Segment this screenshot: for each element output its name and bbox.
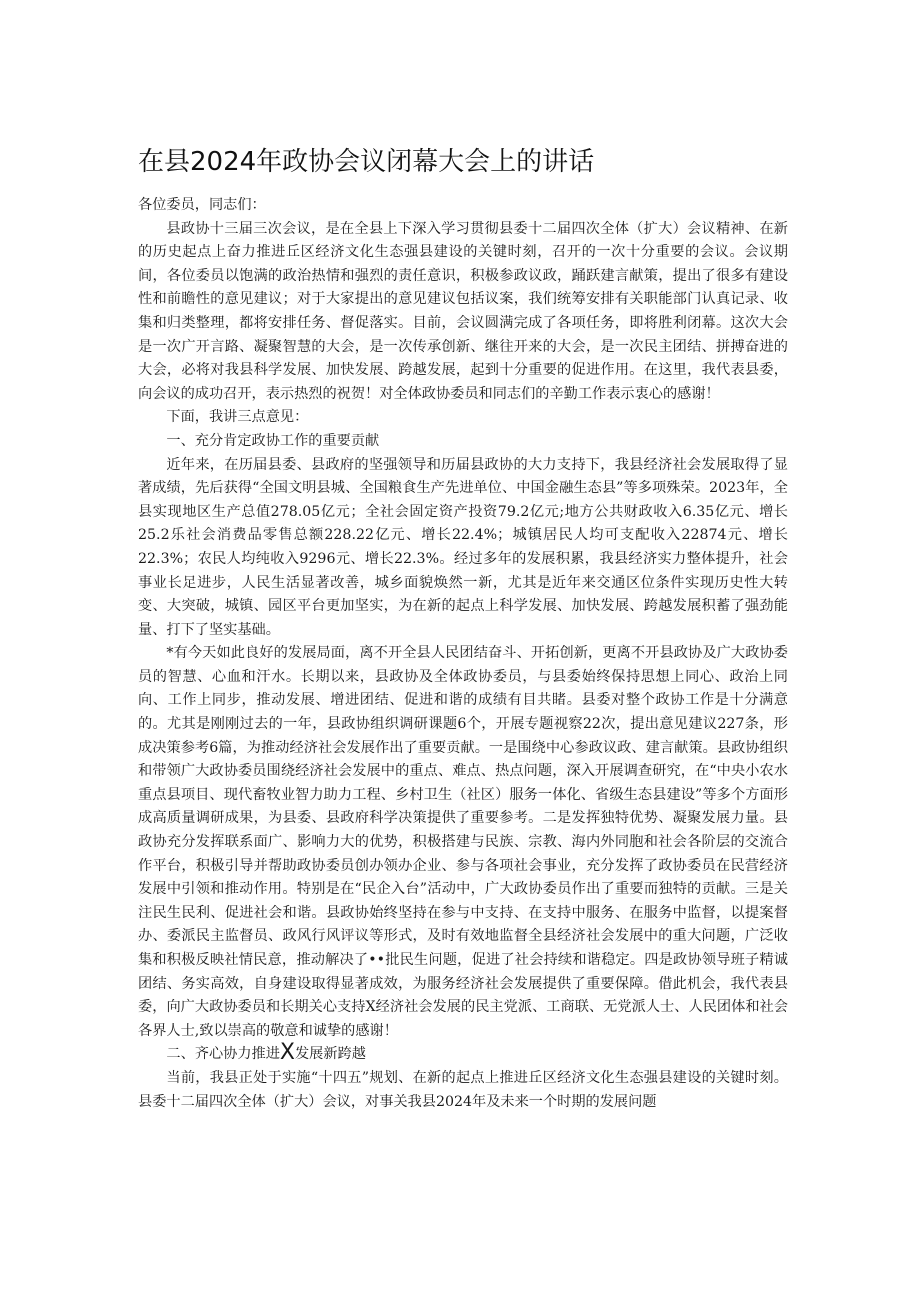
salutation: 各位委员，同志们： (138, 197, 266, 213)
paragraph-cppcc-contributions: *有今天如此良好的发展局面，离不开全县人民团结奋斗、开拓创新，更离不开县政协及广大政协委员的智慧、心血和汗水。长期以来，县政协及全体政协委员，与县委始终保持思想上同心、政治上同向、工作上同步，推动发展、增进团结、促进和谐的成绩有目共睹。县委对整个政协工作是十分满意的。尤其是刚刚过去的一年，县政协组织调研课题6个，开展专题视察22次，提出意见建议227条，形成决策参考6篇，为推动经济社会发展作出了重要贡献。一是围绕中心参政议政、建言献策。县政协组织和带领广大政协委员围绕经济社会发展中的重点、难点、热点问题，深入开展调查研究，在“中央小农水重点县项目、现代畜牧业智力助力工程、乡村卫生（社区）服务一体化、省级生态县建设”等多个方面形成高质量调研成果，为县委、县政府科学决策提供了重要参考。二是发挥独特优势、凝聚发展力量。县政协充分发挥联系面广、影响力大的优势，积极搭建与民族、宗教、海内外同胞和社会各阶层的交流合作平台，积极引导并帮助政协委员创办领办企业、参与各项社会事业，充分发挥了政协委员在民营经济发展中引领和推动作用。特别是在“民企入台”活动中，广大政协委员作出了重要而独特的贡献。三是关注民生民利、促进社会和谐。县政协始终坚持在参与中支持、在支持中服务、在服务中监督，以提案督办、委派民主监督员、政风行风评议等形式，及时有效地监督全县经济社会发展中的重大问题，广泛收集和积极反映社情民意，推动解决了••批民生问题，促进了社会持续和谐稳定。四是政协领导班子精诚团结、务实高效，自身建设取得显著成效，为服务经济社会发展提供了重要保障。借此机会，我代表县委，向广大政协委员和长期关心支持X经济社会发展的民主党派、工商联、无党派人士、人民团体和社会各界人士,致以崇高的敬意和诚挚的感谢！ (138, 645, 788, 1039)
document-title: 在县2024年政协会议闭幕大会上的讲话 (138, 147, 595, 177)
paragraph-opening: 县政协十三届三次会议，是在全县上下深入学习贯彻县委十二届四次全体（扩大）会议精神、在新的历史起点上奋力推进丘区经济文化生态强县建设的关键时刻，召开的一次十分重要的会议。会议期间，各位委员以饱满的政治热情和强烈的责任意识，积极参政议政，踊跃建言献策，提出了很多有建设性和前瞻性的意见建议；对于大家提出的意见建议包括议案，我们统筹安排有关职能部门认真记录、收集和归类整理，都将安排任务、督促落实。目前，会议圆满完成了各项任务，即将胜利闭幕。这次大会是一次广开言路、凝聚智慧的大会，是一次传承创新、继往开来的大会，是一次民主团结、拼搏奋进的大会，必将对我县科学发展、加快发展、跨越发展，起到十分重要的促进作用。在这里，我代表县委，向会议的成功召开，表示热烈的祝贺！对全体政协委员和同志们的辛勤工作表示衷心的感谢！ (138, 220, 788, 402)
section-heading-two (138, 1040, 788, 1067)
section-heading-two-prefix: 二、齐心协力推进 (166, 1046, 280, 1063)
section-heading-one: 一、充分肯定政协工作的重要贡献 (166, 432, 380, 449)
document-page (138, 0, 788, 1114)
section-heading-two-letter: X (279, 1040, 295, 1066)
document-body (138, 194, 788, 1114)
paragraph-transition: 下面，我讲三点意见： (166, 409, 309, 426)
section-heading-two-suffix: 发展新跨越 (294, 1046, 366, 1063)
paragraph-achievements: 近年来，在历届县委、县政府的坚强领导和历届县政协的大力支持下，我县经济社会发展取得了显著成绩，先后获得“全国文明县城、全国粮食生产先进单位、中国金融生态县”等多项殊荣。2023年，全县实现地区生产总值278.05亿元；全社会固定资产投资79.2亿元;地方公共财政收入6.35亿元、增长25.2乐社会消费品零售总额228.22亿元、增长22.4%；城镇居民人均可支配收入22874元、增长22.3%；农民人均纯收入9296元、增长22.3%。经过多年的发展积累，我县经济实力整体提升，社会事业长足进步，人民生活显著改善，城乡面貌焕然一新，尤其是近年来交通区位条件实现历史性大转变、大突破，城镇、园区平台更加坚实，为在新的起点上科学发展、加快发展、跨越发展积蓄了强劲能量、打下了坚实基础。 (138, 456, 788, 638)
paragraph-current-situation: 当前，我县正处于实施“十四五”规划、在新的起点上推进丘区经济文化生态强县建设的关键时刻。县委十二届四次全体（扩大）会议，对事关我县2024年及未来一个时期的发展问题 (138, 1069, 788, 1110)
